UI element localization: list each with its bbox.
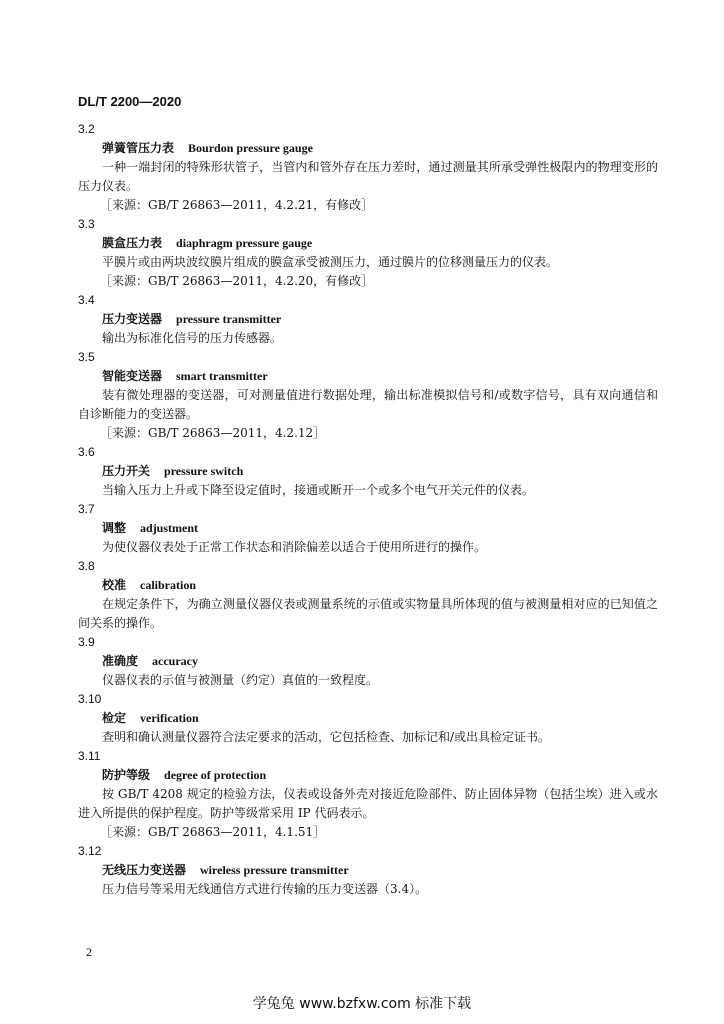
watermark: 学兔兔 www.bzfxw.com 标准下载 — [252, 996, 472, 1012]
standard-code: DL/T 2200—2020 — [78, 94, 182, 109]
term-entry — [78, 633, 658, 690]
term-number: 3.12 — [78, 844, 102, 858]
term-en: pressure transmitter — [176, 312, 282, 326]
term-entry — [78, 120, 658, 215]
term-entry — [78, 747, 658, 842]
term-entry — [78, 842, 658, 899]
term-en: diaphragm pressure gauge — [176, 236, 313, 250]
term-number: 3.6 — [78, 445, 95, 459]
term-definition: 在规定条件下，为确立测量仪器仪表或测量系统的示值或实物量具所体现的值与被测量相对应的已知值之间关系的操作。 — [78, 597, 658, 630]
term-number: 3.5 — [78, 350, 95, 364]
term-title — [78, 709, 658, 728]
term-en: degree of protection — [164, 768, 267, 782]
term-number: 3.8 — [78, 559, 95, 573]
term-source: ［来源：GB/T 26863—2011，4.2.21，有修改］ — [100, 198, 374, 212]
term-number: 3.11 — [78, 749, 101, 763]
term-en: verification — [140, 711, 199, 725]
term-entry — [78, 500, 658, 557]
term-entry — [78, 215, 658, 291]
term-entries — [78, 120, 658, 899]
term-definition: 一种一端封闭的特殊形状管子，当管内和管外存在压力差时，通过测量其所承受弹性极限内的物理变形的压力仪表。 — [78, 160, 658, 193]
term-title — [78, 462, 658, 481]
term-en: wireless pressure transmitter — [200, 863, 349, 877]
term-zh: 校准 — [102, 578, 127, 592]
term-title — [78, 139, 658, 158]
term-number: 3.3 — [78, 217, 95, 231]
term-number: 3.9 — [78, 635, 95, 649]
term-en: smart transmitter — [176, 369, 268, 383]
term-number: 3.2 — [78, 122, 95, 136]
term-entry — [78, 690, 658, 747]
term-entry — [78, 443, 658, 500]
term-definition: 当输入压力上升或下降至设定值时，接通或断开一个或多个电气开关元件的仪表。 — [102, 483, 535, 497]
term-definition: 装有微处理器的变送器，可对测量值进行数据处理，输出标准模拟信号和/或数字信号，具有双向通信和自诊断能力的变送器。 — [78, 388, 658, 421]
term-number: 3.4 — [78, 293, 95, 307]
term-title — [78, 861, 658, 880]
term-title — [78, 519, 658, 538]
term-definition: 输出为标准化信号的压力传感器。 — [102, 331, 283, 345]
page-number: 2 — [86, 945, 92, 959]
term-source: ［来源：GB/T 26863—2011，4.2.12］ — [100, 426, 326, 440]
term-definition: 仪器仪表的示值与被测量（约定）真值的一致程度。 — [102, 673, 379, 687]
term-definition: 按 GB/T 4208 规定的检验方法，仪表或设备外壳对接近危险部件、防止固体异物（包括尘埃）进入或水进入所提供的保护程度。防护等级常采用 IP 代码表示。 — [78, 787, 658, 820]
term-title — [78, 766, 658, 785]
term-en: accuracy — [152, 654, 198, 668]
term-source: ［来源：GB/T 26863—2011，4.1.51］ — [100, 825, 326, 839]
term-zh: 防护等级 — [102, 768, 151, 782]
term-zh: 压力开关 — [102, 464, 151, 478]
term-en: pressure switch — [164, 464, 244, 478]
term-number: 3.7 — [78, 502, 95, 516]
term-zh: 压力变送器 — [102, 312, 163, 326]
term-title — [78, 310, 658, 329]
term-title — [78, 234, 658, 253]
term-definition: 为使仪器仪表处于正常工作状态和消除偏差以适合于使用所进行的操作。 — [102, 540, 487, 554]
term-definition: 平膜片或由两块波纹膜片组成的膜盒承受被测压力，通过膜片的位移测量压力的仪表。 — [102, 255, 559, 269]
term-source: ［来源：GB/T 26863—2011，4.2.20，有修改］ — [100, 274, 374, 288]
term-title — [78, 367, 658, 386]
term-en: adjustment — [140, 521, 199, 535]
term-entry — [78, 291, 658, 348]
term-definition: 查明和确认测量仪器符合法定要求的活动，它包括检查、加标记和/或出具检定证书。 — [102, 730, 551, 744]
term-zh: 准确度 — [102, 654, 139, 668]
term-definition: 压力信号等采用无线通信方式进行传输的压力变送器（3.4）。 — [102, 882, 428, 896]
term-title — [78, 576, 658, 595]
term-entry — [78, 348, 658, 443]
term-number: 3.10 — [78, 692, 102, 706]
term-en: Bourdon pressure gauge — [188, 141, 313, 155]
term-zh: 弹簧管压力表 — [102, 141, 175, 155]
term-zh: 智能变送器 — [102, 369, 163, 383]
term-title — [78, 652, 658, 671]
term-zh: 调整 — [102, 521, 127, 535]
term-zh: 膜盒压力表 — [102, 236, 163, 250]
term-entry — [78, 557, 658, 633]
term-zh: 无线压力变送器 — [102, 863, 187, 877]
term-zh: 检定 — [102, 711, 127, 725]
term-en: calibration — [140, 578, 197, 592]
